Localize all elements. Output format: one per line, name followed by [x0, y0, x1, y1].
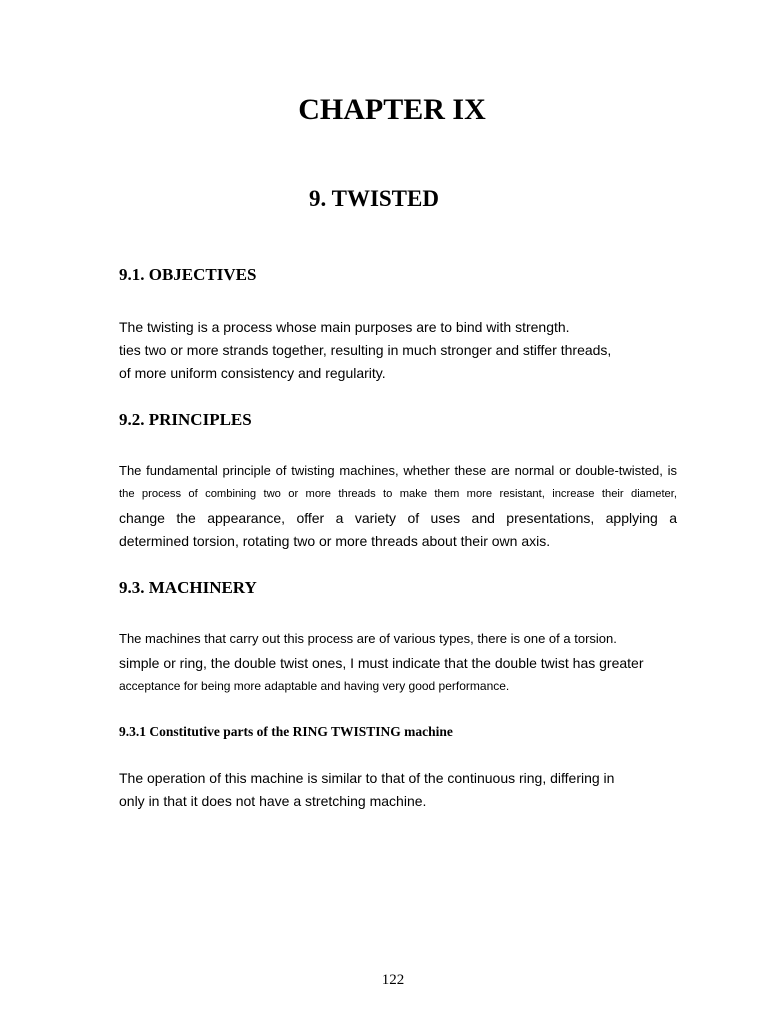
principles-line-3: change the appearance, offer a variety of uses and presentations, applying a [119, 510, 677, 526]
principles-line-1: The fundamental principle of twisting machines, whether these are normal or double-twisted, is [119, 463, 677, 478]
machinery-heading: 9.3. MACHINERY [119, 578, 257, 597]
objectives-line-2: ties two or more strands together, resulting in much stronger and stiffer threads, [119, 342, 612, 358]
ring-twisting-line-2: only in that it does not have a stretching machine. [119, 793, 427, 809]
ring-twisting-subheading: 9.3.1 Constitutive parts of the RING TWISTING machine [119, 724, 453, 739]
principles-line-2: the process of combining two or more threads to make them more resistant, increase their diameter, [119, 488, 677, 500]
machinery-line-1: The machines that carry out this process are of various types, there is one of a torsion. [119, 631, 617, 646]
objectives-line-1: The twisting is a process whose main purposes are to bind with strength. [119, 319, 570, 335]
objectives-heading: 9.1. OBJECTIVES [119, 265, 257, 284]
section-title: 9. TWISTED [309, 186, 439, 211]
page-number: 122 [381, 972, 405, 988]
machinery-line-2: simple or ring, the double twist ones, I must indicate that the double twist has greater [119, 655, 644, 671]
chapter-title: CHAPTER IX [298, 93, 486, 126]
ring-twisting-line-1: The operation of this machine is similar to that of the continuous ring, differing in [119, 770, 615, 786]
objectives-line-3: of more uniform consistency and regularity. [119, 365, 386, 381]
machinery-line-3: acceptance for being more adaptable and having very good performance. [119, 679, 510, 693]
principles-heading: 9.2. PRINCIPLES [119, 410, 252, 429]
principles-line-4: determined torsion, rotating two or more threads about their own axis. [119, 533, 551, 549]
